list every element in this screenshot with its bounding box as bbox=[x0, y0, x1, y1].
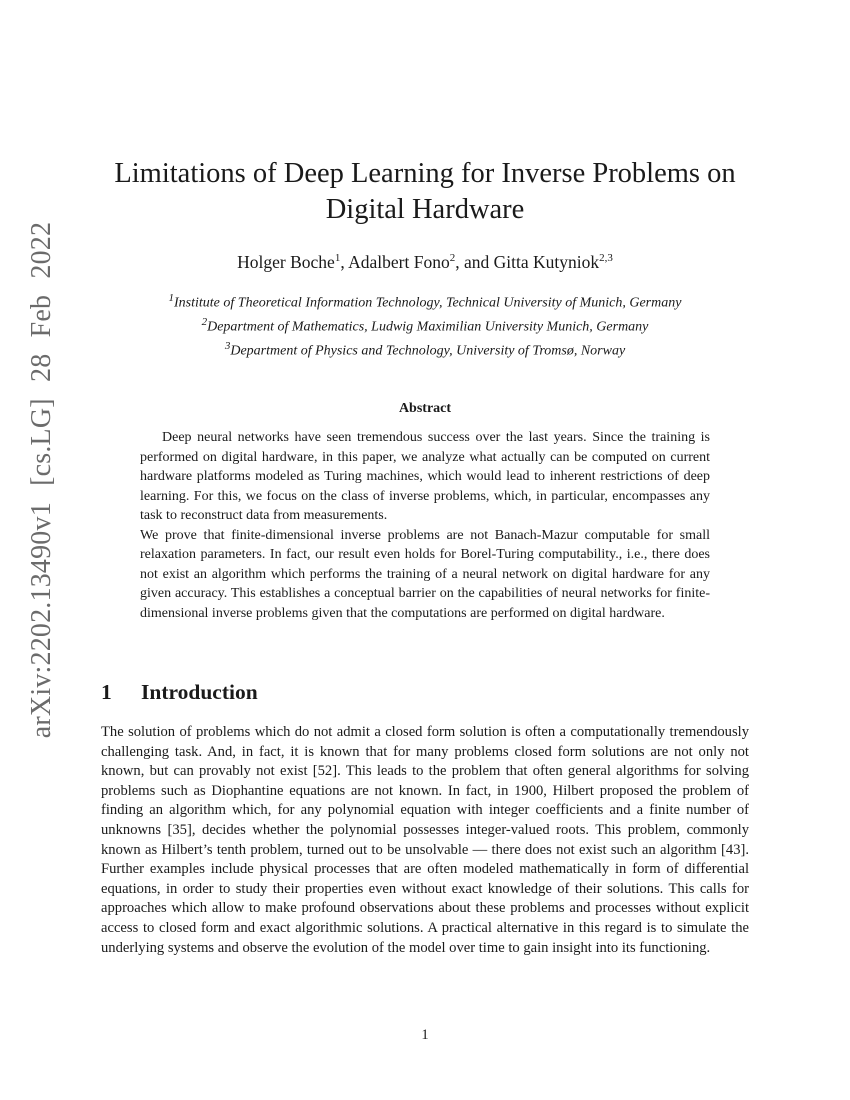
page-number: 1 bbox=[421, 1027, 429, 1043]
author-name: Adalbert Fono bbox=[348, 252, 450, 272]
author-name: Holger Boche bbox=[237, 252, 335, 272]
affiliation bbox=[100, 289, 750, 313]
affiliation-text: Department of Physics and Technology, University of Tromsø, Norway bbox=[230, 343, 626, 359]
abstract-paragraph: Deep neural networks have seen tremendous success over the last years. Since the training is performed on digital hardware, in this paper, we analyze what actually can be computed on current hardware platforms modeled as Turing machines, which would lead to inherent restrictions of deep learning. For this, we focus on the class of inverse problems, which, in particular, encompasses any task to reconstruct data from measurements. bbox=[140, 430, 710, 523]
affiliation-text: Institute of Theoretical Information Technology, Technical University of Munich, Germany bbox=[174, 295, 682, 311]
affiliation-mark: 1 bbox=[168, 292, 175, 304]
paper-title: Limitations of Deep Learning for Inverse Problems on Digital Hardware bbox=[114, 158, 736, 225]
affiliation-mark: 3 bbox=[224, 340, 231, 353]
section-title: Introduction bbox=[141, 680, 258, 704]
affiliation bbox=[100, 337, 750, 361]
author-separator: , and bbox=[455, 252, 494, 272]
section-number: 1 bbox=[101, 680, 112, 704]
author-affil-mark: 2,3 bbox=[599, 252, 613, 265]
arxiv-identifier: arXiv:2202.13490v1 [cs.LG] 28 Feb 2022 bbox=[26, 221, 57, 739]
author-separator: , bbox=[340, 252, 349, 272]
author-affil-mark: 2 bbox=[449, 252, 456, 265]
affiliation bbox=[100, 313, 750, 337]
author-name: Gitta Kutyniok bbox=[493, 252, 600, 272]
arxiv-side-stamp bbox=[0, 0, 60, 1100]
affiliation-list bbox=[100, 289, 750, 361]
introduction-paragraph: The solution of problems which do not admit a closed form solution is often a computationally tremendously challenging task. And, in fact, it is known that for many problems closed form solutions are not only not known, but can provably not exist [52]. This leads to the problem that often general algorithms for solving problems such as Diophantine equations are not known. In fact, in 1900, Hilbert proposed the problem of finding an algorithm which, for any polynomial equation with integer coefficients and a finite number of unknowns [35], decides whether the polynomial possesses integer-valued roots. This problem, commonly known as Hilbert’s tenth problem, turned out to be unsolvable — there does not exist such an algorithm [43]. Further examples include physical processes that are often modeled mathematically in form of differential equations, in order to study their properties even without exact knowledge of their solutions. This calls for approaches which allow to make profound observations about these problems and processes without explicit access to closed form and exact algorithmic solutions. A practical alternative in this regard is to simulate the underlying systems and observe the evolution of the model over time to gain insight into its functioning. bbox=[101, 724, 749, 956]
section-heading bbox=[101, 680, 258, 705]
author-affil-mark: 1 bbox=[334, 252, 341, 265]
author-list bbox=[100, 252, 750, 273]
abstract-paragraph: We prove that finite-dimensional inverse problems are not Banach-Mazur computable for small relaxation parameters. In fact, our result even holds for Borel-Turing computability., i.e., there does not exist an algorithm which performs the training of a neural network on digital hardware for any given accuracy. This establishes a conceptual barrier on the capabilities of neural networks for finite-dimensional inverse problems given that the computations are performed on digital hardware. bbox=[140, 527, 710, 621]
abstract-heading: Abstract bbox=[398, 401, 452, 416]
affiliation-mark: 2 bbox=[201, 316, 208, 329]
affiliation-text: Department of Mathematics, Ludwig Maximilian University Munich, Germany bbox=[207, 319, 649, 335]
abstract-body bbox=[140, 428, 710, 623]
